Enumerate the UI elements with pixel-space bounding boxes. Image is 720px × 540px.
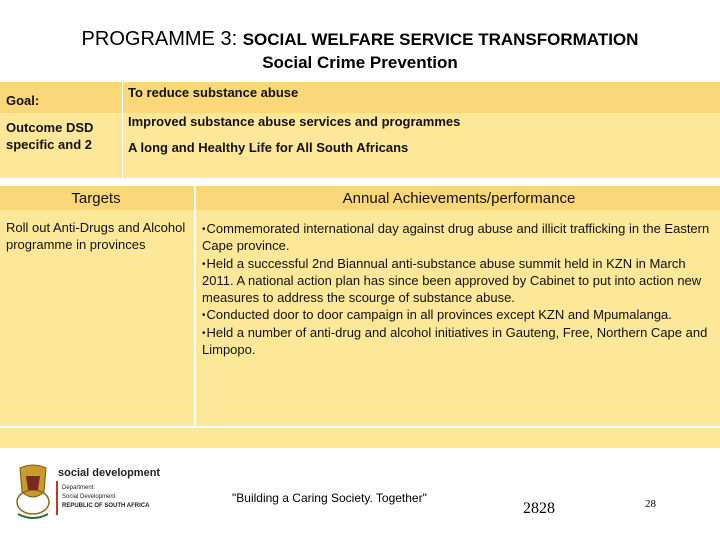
title-programme-name: SOCIAL WELFARE SERVICE TRANSFORMATION xyxy=(242,30,639,49)
bullet-icon: • xyxy=(202,310,206,322)
bullet-icon: • xyxy=(202,258,206,270)
logo-dept-line-3: REPUBLIC OF SOUTH AFRICA xyxy=(62,503,150,509)
coat-of-arms-icon xyxy=(17,465,49,518)
outcome-value-1: Improved substance abuse services and programmes xyxy=(128,114,461,129)
outcome-value-2: A long and Healthy Life for All South Africans xyxy=(128,140,409,155)
goal-value: To reduce substance abuse xyxy=(128,85,299,100)
outcome-label: Outcome DSD specific and 2 xyxy=(6,120,94,152)
targets-column-divider xyxy=(194,186,196,426)
goal-label: Goal: xyxy=(6,93,40,108)
target-cell: Roll out Anti-Drugs and Alcohol programme in provinces xyxy=(6,220,186,252)
achievement-text: Conducted door to door campaign in all provinces except KZN and Mpumalanga. xyxy=(206,307,672,323)
social-development-logo xyxy=(10,462,180,526)
footer-number: 2828 xyxy=(523,500,555,517)
achievements-list xyxy=(202,220,712,358)
achievement-item xyxy=(202,220,712,255)
targets-table xyxy=(0,186,720,426)
goal-table xyxy=(0,82,720,178)
logo-accent-bar xyxy=(56,481,58,515)
title-line-1 xyxy=(0,28,720,51)
bullet-icon: • xyxy=(202,224,206,235)
achievement-item xyxy=(202,306,712,323)
achievement-text: Held a successful 2nd Biannual anti-substance abuse summit held in KZN in March 2011. A national action plan has since been approved by Cabinet to put into action new measures to address the scourge of substance abuse. xyxy=(202,255,702,306)
targets-column-header: Targets xyxy=(71,190,121,207)
achievements-column-header: Annual Achievements/performance xyxy=(342,190,576,207)
logo-dept-line-1: Department: xyxy=(62,485,96,491)
achievement-item xyxy=(202,255,712,307)
goal-row xyxy=(0,82,720,113)
logo-brand-text: social development xyxy=(58,467,161,479)
page-number: 28 xyxy=(645,498,656,510)
slide-title xyxy=(0,28,720,73)
title-subtitle: Social Crime Prevention xyxy=(262,53,458,72)
footer-quote: "Building a Caring Society. Together" xyxy=(232,491,427,505)
bottom-band xyxy=(0,428,720,448)
logo-dept-line-2: Social Development xyxy=(62,494,116,500)
bullet-icon: • xyxy=(202,327,206,339)
achievement-text: Commemorated international day against drug abuse and illicit trafficking in the Eastern Cape province. xyxy=(202,221,710,254)
achievement-text: Held a number of anti-drug and alcohol initiatives in Gauteng, Free, Northern Cape and Limpopo. xyxy=(202,324,708,357)
title-programme: PROGRAMME 3: xyxy=(81,28,238,50)
achievement-item xyxy=(202,324,712,359)
